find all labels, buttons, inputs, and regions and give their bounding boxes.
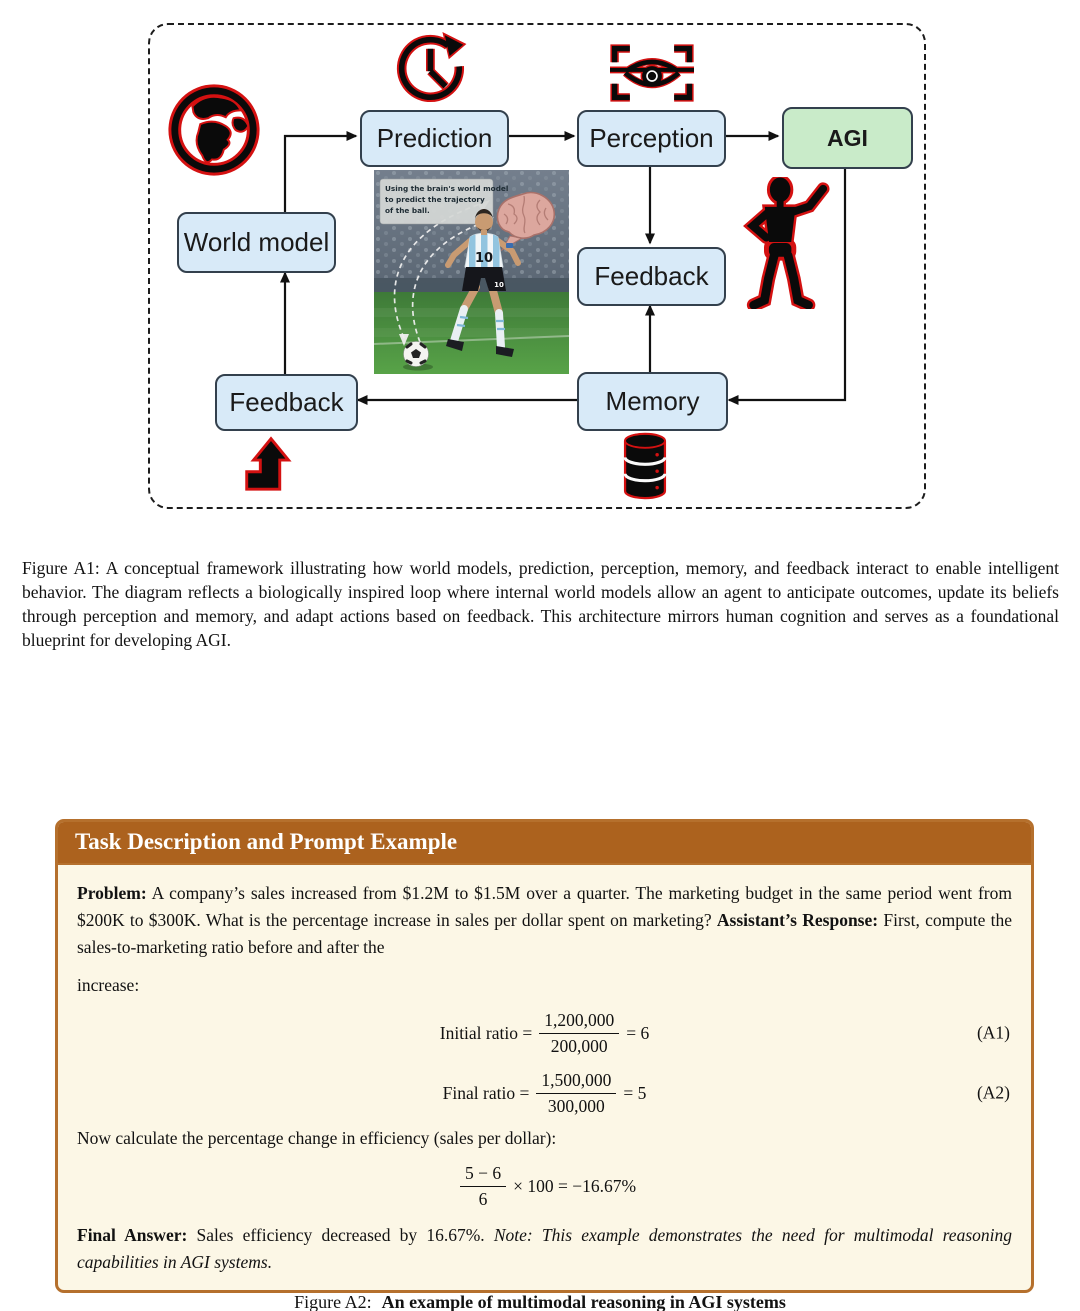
final-answer-label: Final Answer: — [77, 1225, 188, 1245]
figure-a1-caption — [22, 556, 1059, 652]
final-eq-fraction — [460, 1163, 506, 1208]
node-memory-label: Memory — [605, 386, 700, 416]
jersey-number: 10 — [474, 251, 494, 266]
figure-a2-caption — [0, 1292, 1080, 1311]
final-eq-numerator: 5 − 6 — [460, 1163, 506, 1186]
eq2-fraction — [536, 1070, 616, 1115]
inset-caption-line1: Using the brain's world model — [385, 184, 509, 193]
figure-a1-label: Figure A1: — [22, 557, 100, 578]
node-perception — [577, 110, 726, 167]
task-box-title: Task Description and Prompt Example — [58, 822, 1031, 865]
final-equation — [77, 1160, 1012, 1212]
soccer-inset-graphic — [374, 170, 569, 374]
clockwise-clock-icon — [392, 28, 472, 108]
agi-framework-diagram — [148, 23, 926, 509]
globe-icon — [165, 78, 263, 182]
node-feedback-upper — [577, 247, 726, 306]
eq2-rhs: = 5 — [623, 1082, 647, 1103]
node-memory — [577, 372, 728, 431]
node-feedback-lower — [215, 374, 358, 431]
human-figure-icon — [736, 177, 836, 309]
figure-a1-text: A conceptual framework illustrating how world models, prediction, perception, memory, and feedback interact to enable intelligent behavior. The diagram reflects a biologically inspired loop where internal world models allow an agent to anticipate outcomes, update its beliefs through perception and memory, and adapt actions based on feedback. This architecture mirrors human cognition and serves as a foundational blueprint for developing AGI. — [22, 557, 1059, 650]
figure-a2-text: An example of multimodal reasoning in AGI systems — [381, 1292, 786, 1311]
final-eq-rhs: × 100 = −16.67% — [513, 1175, 637, 1196]
turn-up-arrow-icon — [237, 432, 305, 494]
inset-caption-line3: of the ball. — [385, 206, 430, 215]
database-icon — [619, 430, 671, 502]
assistant-response-text: First, compute the sales-to-marketing ratio before and after the — [77, 910, 1012, 957]
eq1-lhs: Initial ratio = — [439, 1022, 533, 1043]
shorts-number: 10 — [494, 281, 504, 289]
node-perception-label: Perception — [589, 123, 714, 153]
node-prediction-label: Prediction — [376, 123, 493, 153]
assistant-response-label: Assistant’s Response: — [716, 910, 879, 930]
eq2-numerator: 1,500,000 — [536, 1070, 616, 1093]
note-text: Note: This example demonstrates the need for multimodal reasoning capabilities in AGI systems. — [77, 1225, 1012, 1272]
captain-armband — [506, 243, 513, 248]
node-world-model — [177, 212, 336, 273]
equation-a2 — [77, 1067, 1012, 1119]
inset-caption-line2: to predict the trajectory — [385, 195, 485, 204]
eq1-fraction — [539, 1010, 619, 1055]
task-description-box — [55, 819, 1034, 1293]
eq1-rhs: = 6 — [626, 1022, 650, 1043]
node-agi-label: AGI — [827, 124, 868, 151]
eq1-tag: (A1) — [976, 1022, 1010, 1043]
eq1-numerator: 1,200,000 — [539, 1010, 619, 1033]
now-calculate-text: Now calculate the percentage change in efficiency (sales per dollar): — [77, 1128, 557, 1148]
figure-a2-label: Figure A2: — [294, 1292, 372, 1311]
eye-scan-icon — [610, 41, 694, 105]
problem-text: A company’s sales increased from $1.2M to $1.5M over a quarter. The marketing budget in the same period went from $200K to $300K. What is the percentage increase in sales per dollar spent on marketing? — [77, 883, 1012, 930]
soccer-prediction-illustration — [374, 170, 569, 374]
node-feedback-upper-label: Feedback — [594, 261, 709, 291]
task-box-body — [58, 865, 1031, 1290]
final-eq-denominator: 6 — [478, 1188, 488, 1209]
problem-paragraph — [77, 880, 1012, 961]
eq2-denominator: 300,000 — [547, 1095, 605, 1116]
problem-label: Problem: — [77, 883, 147, 903]
node-world-model-label: World model — [183, 227, 330, 257]
equation-a1 — [77, 1007, 1012, 1059]
eq2-lhs: Final ratio = — [442, 1082, 530, 1103]
final-answer-paragraph — [77, 1222, 1012, 1276]
node-feedback-lower-label: Feedback — [229, 387, 344, 417]
increase-line: increase: — [77, 975, 140, 995]
eq2-tag: (A2) — [976, 1082, 1010, 1103]
eq1-denominator: 200,000 — [550, 1035, 608, 1056]
node-prediction — [360, 110, 509, 167]
node-agi — [782, 107, 913, 169]
final-answer-text: Sales efficiency decreased by 16.67%. — [187, 1225, 494, 1245]
